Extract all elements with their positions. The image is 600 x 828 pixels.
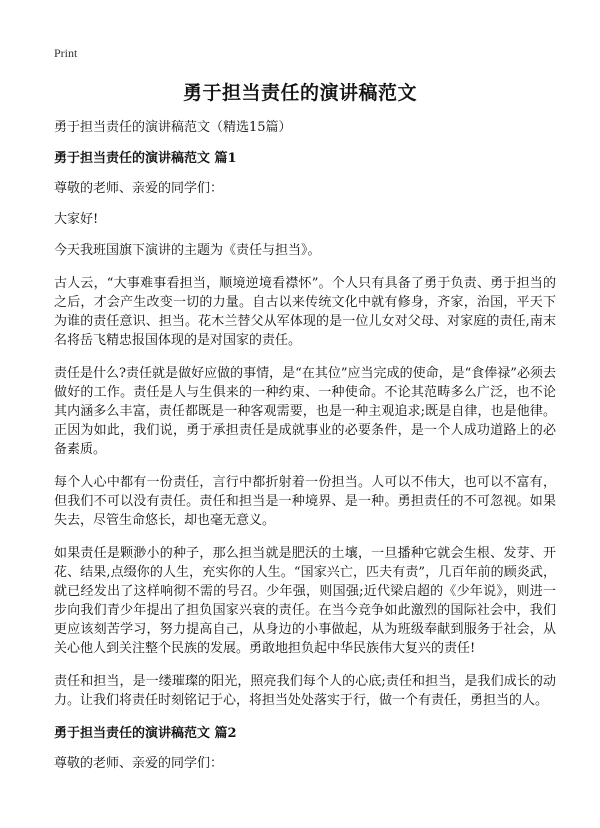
- salutation-1: 尊敬的老师、亲爱的同学们：: [54, 181, 224, 196]
- paragraph: 责任是什么?责任就是做好应做的事情，是“在其位”应当完成的使命，是“食俸禄”必须去做好的工作。责任是人与生俱来的一种约束、一种使命。不论其范畴多么广泛，也不论其内涵多么丰富，责任都既是一种客观需要，也是一种主观追求;既是自律，也是他律。正因为如此，我们说，勇于承担责任是成就事业的必要条件，是一个人成功道路上的必备素质。: [54, 366, 556, 457]
- paragraph: 如果责任是颗渺小的种子，那么担当就是肥沃的土壤，一旦播种它就会生根、发芽、开花、结果,点缀你的人生，充实你的人生。“国家兴亡，匹夫有责”，几百年前的顾炎武，就已经发出了这样响彻不需的号召。少年强，则国强;近代梁启超的《少年说》，则进一步向我们青少年提出了担负国家兴衰的责任。在当今竞争如此激烈的国际社会中，我们更应该刻苦学习，努力提高自己，从身边的小事做起，从为班级奉献到服务于社会，从关心他人到关注整个民族的发展。勇敢地担负起中华民族伟大复兴的责任!: [54, 546, 556, 656]
- document-body: [54, 118, 556, 785]
- greeting-1: 大家好!: [54, 212, 99, 227]
- print-label[interactable]: Print: [54, 46, 78, 60]
- document-subtitle: 勇于担当责任的演讲稿范文（精选15篇）: [54, 120, 292, 135]
- document-title: 勇于担当责任的演讲稿范文: [182, 82, 417, 104]
- paragraph: 每个人心中都有一份责任，言行中都折射着一份担当。人可以不伟大，也可以不富有，但我们不可以没有责任。责任和担当是一种境界、是一种。勇担责任的不可忽视。如果失去，尽管生命悠长，却也毫无意义。: [54, 475, 556, 528]
- paragraph: 责任和担当，是一缕璀璨的阳光，照亮我们每个人的心底;责任和担当，是我们成长的动力。让我们将责任时刻铭记于心，将担当处处落实于行，做一个有责任，勇担当的人。: [54, 674, 556, 708]
- section-heading-1: 勇于担当责任的演讲稿范文 篇1: [54, 151, 237, 166]
- salutation-2: 尊敬的老师、亲爱的同学们：: [54, 756, 224, 771]
- section-heading-2: 勇于担当责任的演讲稿范文 篇2: [54, 726, 237, 741]
- paragraph: 今天我班国旗下演讲的主题为《责任与担当》。: [54, 243, 321, 258]
- paragraph: 古人云，“大事难事看担当，顺境逆境看襟怀”。个人只有具备了勇于负责、勇于担当的之后，才会产生改变一切的力量。自古以来传统文化中就有修身，齐家，治国，平天下为谁的责任意识、担当。花木兰替父从军体现的是一位儿女对父母、对家庭的责任,南末名将岳飞精忠报国体现的是对国家的责任。: [54, 276, 556, 348]
